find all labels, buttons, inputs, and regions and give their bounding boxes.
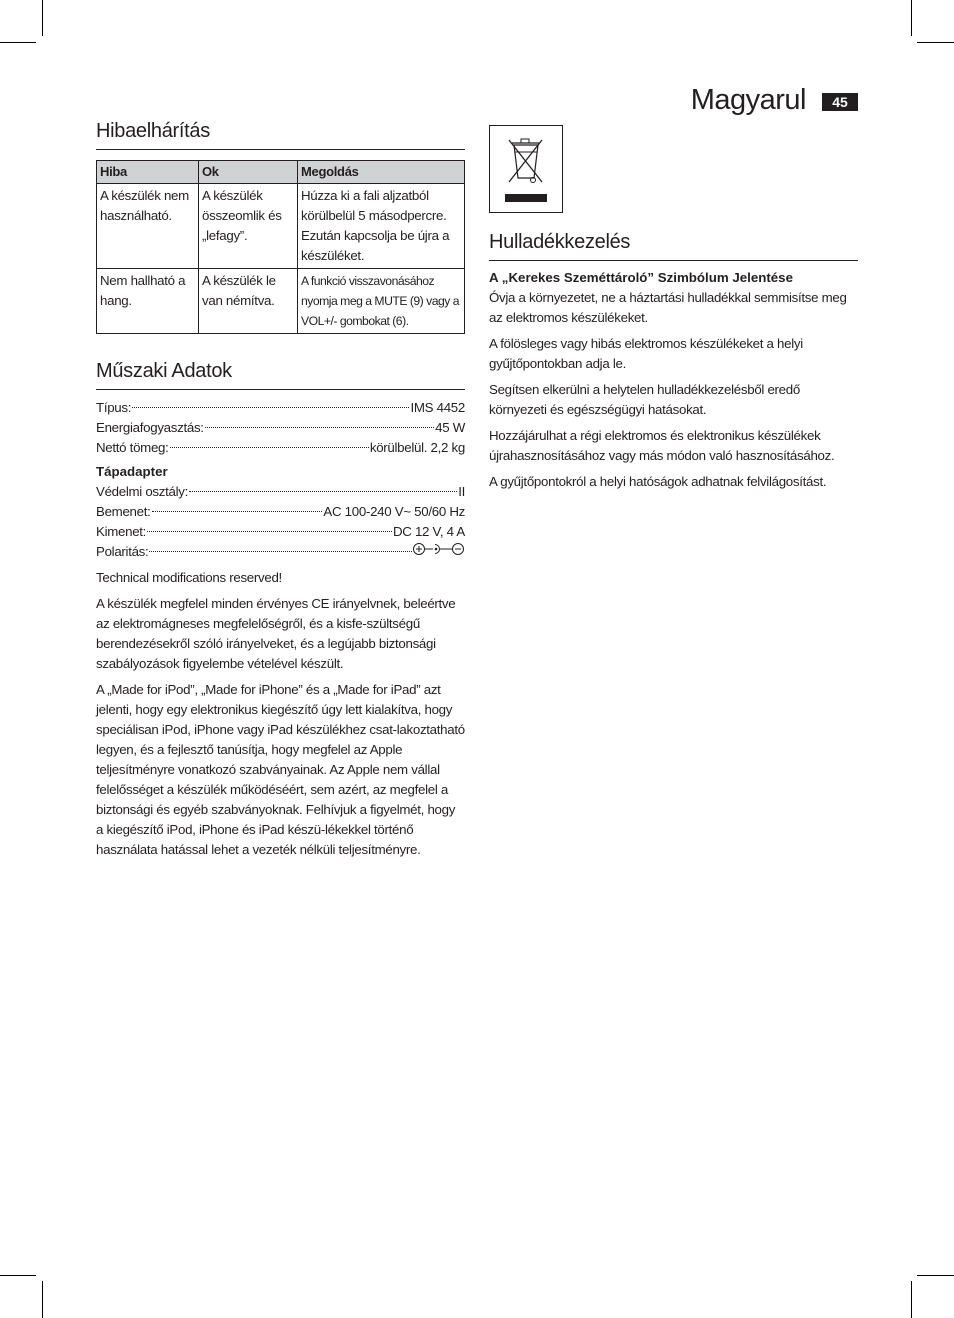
disposal-subheading: A „Kerekes Szeméttároló” Szimbólum Jelentése (489, 270, 793, 285)
crop-mark (0, 1275, 36, 1276)
spec-value: II (458, 484, 465, 499)
crop-mark (0, 42, 36, 43)
table-cell-megoldas: Húzza ki a fali aljzatból körülbelül 5 másodpercre. Ezután kapcsolja be újra a készüléket. (298, 184, 465, 269)
table-cell-hiba: Nem hallható a hang. (97, 269, 199, 334)
specs-list (96, 398, 465, 562)
leader-dots (147, 531, 392, 532)
spec-row (96, 398, 465, 418)
crop-mark (917, 42, 954, 43)
specs-paragraphs (96, 568, 465, 860)
spec-value: IMS 4452 (410, 400, 465, 415)
paragraph: A készülék megfelel minden érvényes CE irányelvnek, beleértve az elektromágneses megfelelőségről, és a kisfe-szültségű berendezésekről szóló irányelveket, és a legújabb biztonsági szabályozások figyelembe vételével készült. (96, 596, 456, 671)
paragraph: Segítsen elkerülni a helytelen hulladékkezelésből eredő környezeti és egészségügyi hatásokat. (489, 382, 800, 417)
paragraph: Technical modifications reserved! (96, 570, 282, 585)
spec-value: DC 12 V, 4 A (392, 524, 465, 539)
crop-mark (42, 0, 43, 36)
column-header-ok: Ok (199, 161, 298, 184)
paragraph: A fölösleges vagy hibás elektromos készülékeket a helyi gyűjtőpontokban adja le. (489, 336, 803, 371)
table-row (97, 269, 465, 334)
spec-value: 45 W (435, 420, 465, 435)
leader-dots (189, 491, 457, 492)
table-cell-ok: A készülék összeomlik és „lefagy”. (199, 184, 298, 269)
page-number: 45 (822, 93, 858, 111)
troubleshooting-table (96, 160, 465, 334)
spec-row (96, 542, 465, 562)
right-column (489, 125, 858, 498)
table-row (97, 184, 465, 269)
crop-mark (917, 1275, 954, 1276)
table-cell-ok: A készülék le van némítva. (199, 269, 298, 334)
paragraph: Óvja a környezetet, ne a háztartási hulladékkal semmisítse meg az elektromos készülékeket. (489, 290, 847, 325)
left-column (96, 120, 465, 866)
disposal-content (489, 268, 858, 492)
table-cell-hiba: A készülék nem használható. (97, 184, 199, 269)
paragraph: A „Made for iPod”, „Made for iPhone” és a „Made for iPad” azt jelenti, hogy egy elektronikus kiegészítő úgy lett kialakítva, hogy speciálisan iPod, iPhone vagy iPad készülékhez csat-lakoztatható legyen, és a fejlesztő tanúsítja, hogy megfelel az Apple teljesítményre vonatkozó szabványainak. Az Apple nem vállal felelősséget a készülék működéséért, sem azért, az megfelel a biztonsági és egyéb szabványoknak. Felhívjuk a figyelmét, hogy a kiegészítő iPod, iPhone és iPad készü-lékekkel történő használata hatással lehet a vezeték nélküli teljesítményre. (96, 682, 465, 857)
crop-mark (911, 0, 912, 36)
table-cell-megoldas: A funkció visszavonásához nyomja meg a MUTE (9) vagy a VOL+/- gombokat (6). (298, 269, 465, 334)
column-header-hiba: Hiba (97, 161, 199, 184)
spec-value: AC 100-240 V~ 50/60 Hz (323, 504, 465, 519)
spec-label: Védelmi osztály: (96, 484, 189, 499)
leader-dots (149, 551, 412, 552)
column-header-megoldas: Megoldás (298, 161, 465, 184)
adapter-subheading: Tápadapter (96, 464, 168, 479)
specs-heading: Műszaki Adatok (96, 360, 465, 390)
spec-label: Energiafogyasztás: (96, 420, 204, 435)
spec-label: Bemenet: (96, 504, 151, 519)
leader-dots (132, 407, 409, 408)
language-title: Magyarul (690, 84, 806, 116)
spec-label: Polaritás: (96, 544, 149, 559)
leader-dots (205, 427, 434, 428)
crop-mark (911, 1281, 912, 1318)
spec-row (96, 418, 465, 438)
troubleshooting-heading: Hibaelhárítás (96, 120, 465, 150)
disposal-heading: Hulladékkezelés (489, 231, 858, 261)
spec-label: Típus: (96, 400, 132, 415)
spec-label: Nettó tömeg: (96, 440, 169, 455)
crop-mark (42, 1281, 43, 1318)
crossed-out-wheelie-bin-icon (489, 125, 563, 213)
spec-row (96, 438, 465, 458)
polarity-symbol-icon (413, 542, 465, 562)
spec-value: körülbelül. 2,2 kg (369, 440, 465, 455)
spec-row (96, 482, 465, 502)
leader-dots (152, 511, 323, 512)
leader-dots (170, 447, 369, 448)
spec-row (96, 522, 465, 542)
spec-label: Kimenet: (96, 524, 147, 539)
spec-row (96, 502, 465, 522)
paragraph: A gyűjtőpontokról a helyi hatóságok adhatnak felvilágosítást. (489, 474, 827, 489)
paragraph: Hozzájárulhat a régi elektromos és elektronikus készülékek újrahasznosításához vagy más módon való hasznosításához. (489, 428, 835, 463)
